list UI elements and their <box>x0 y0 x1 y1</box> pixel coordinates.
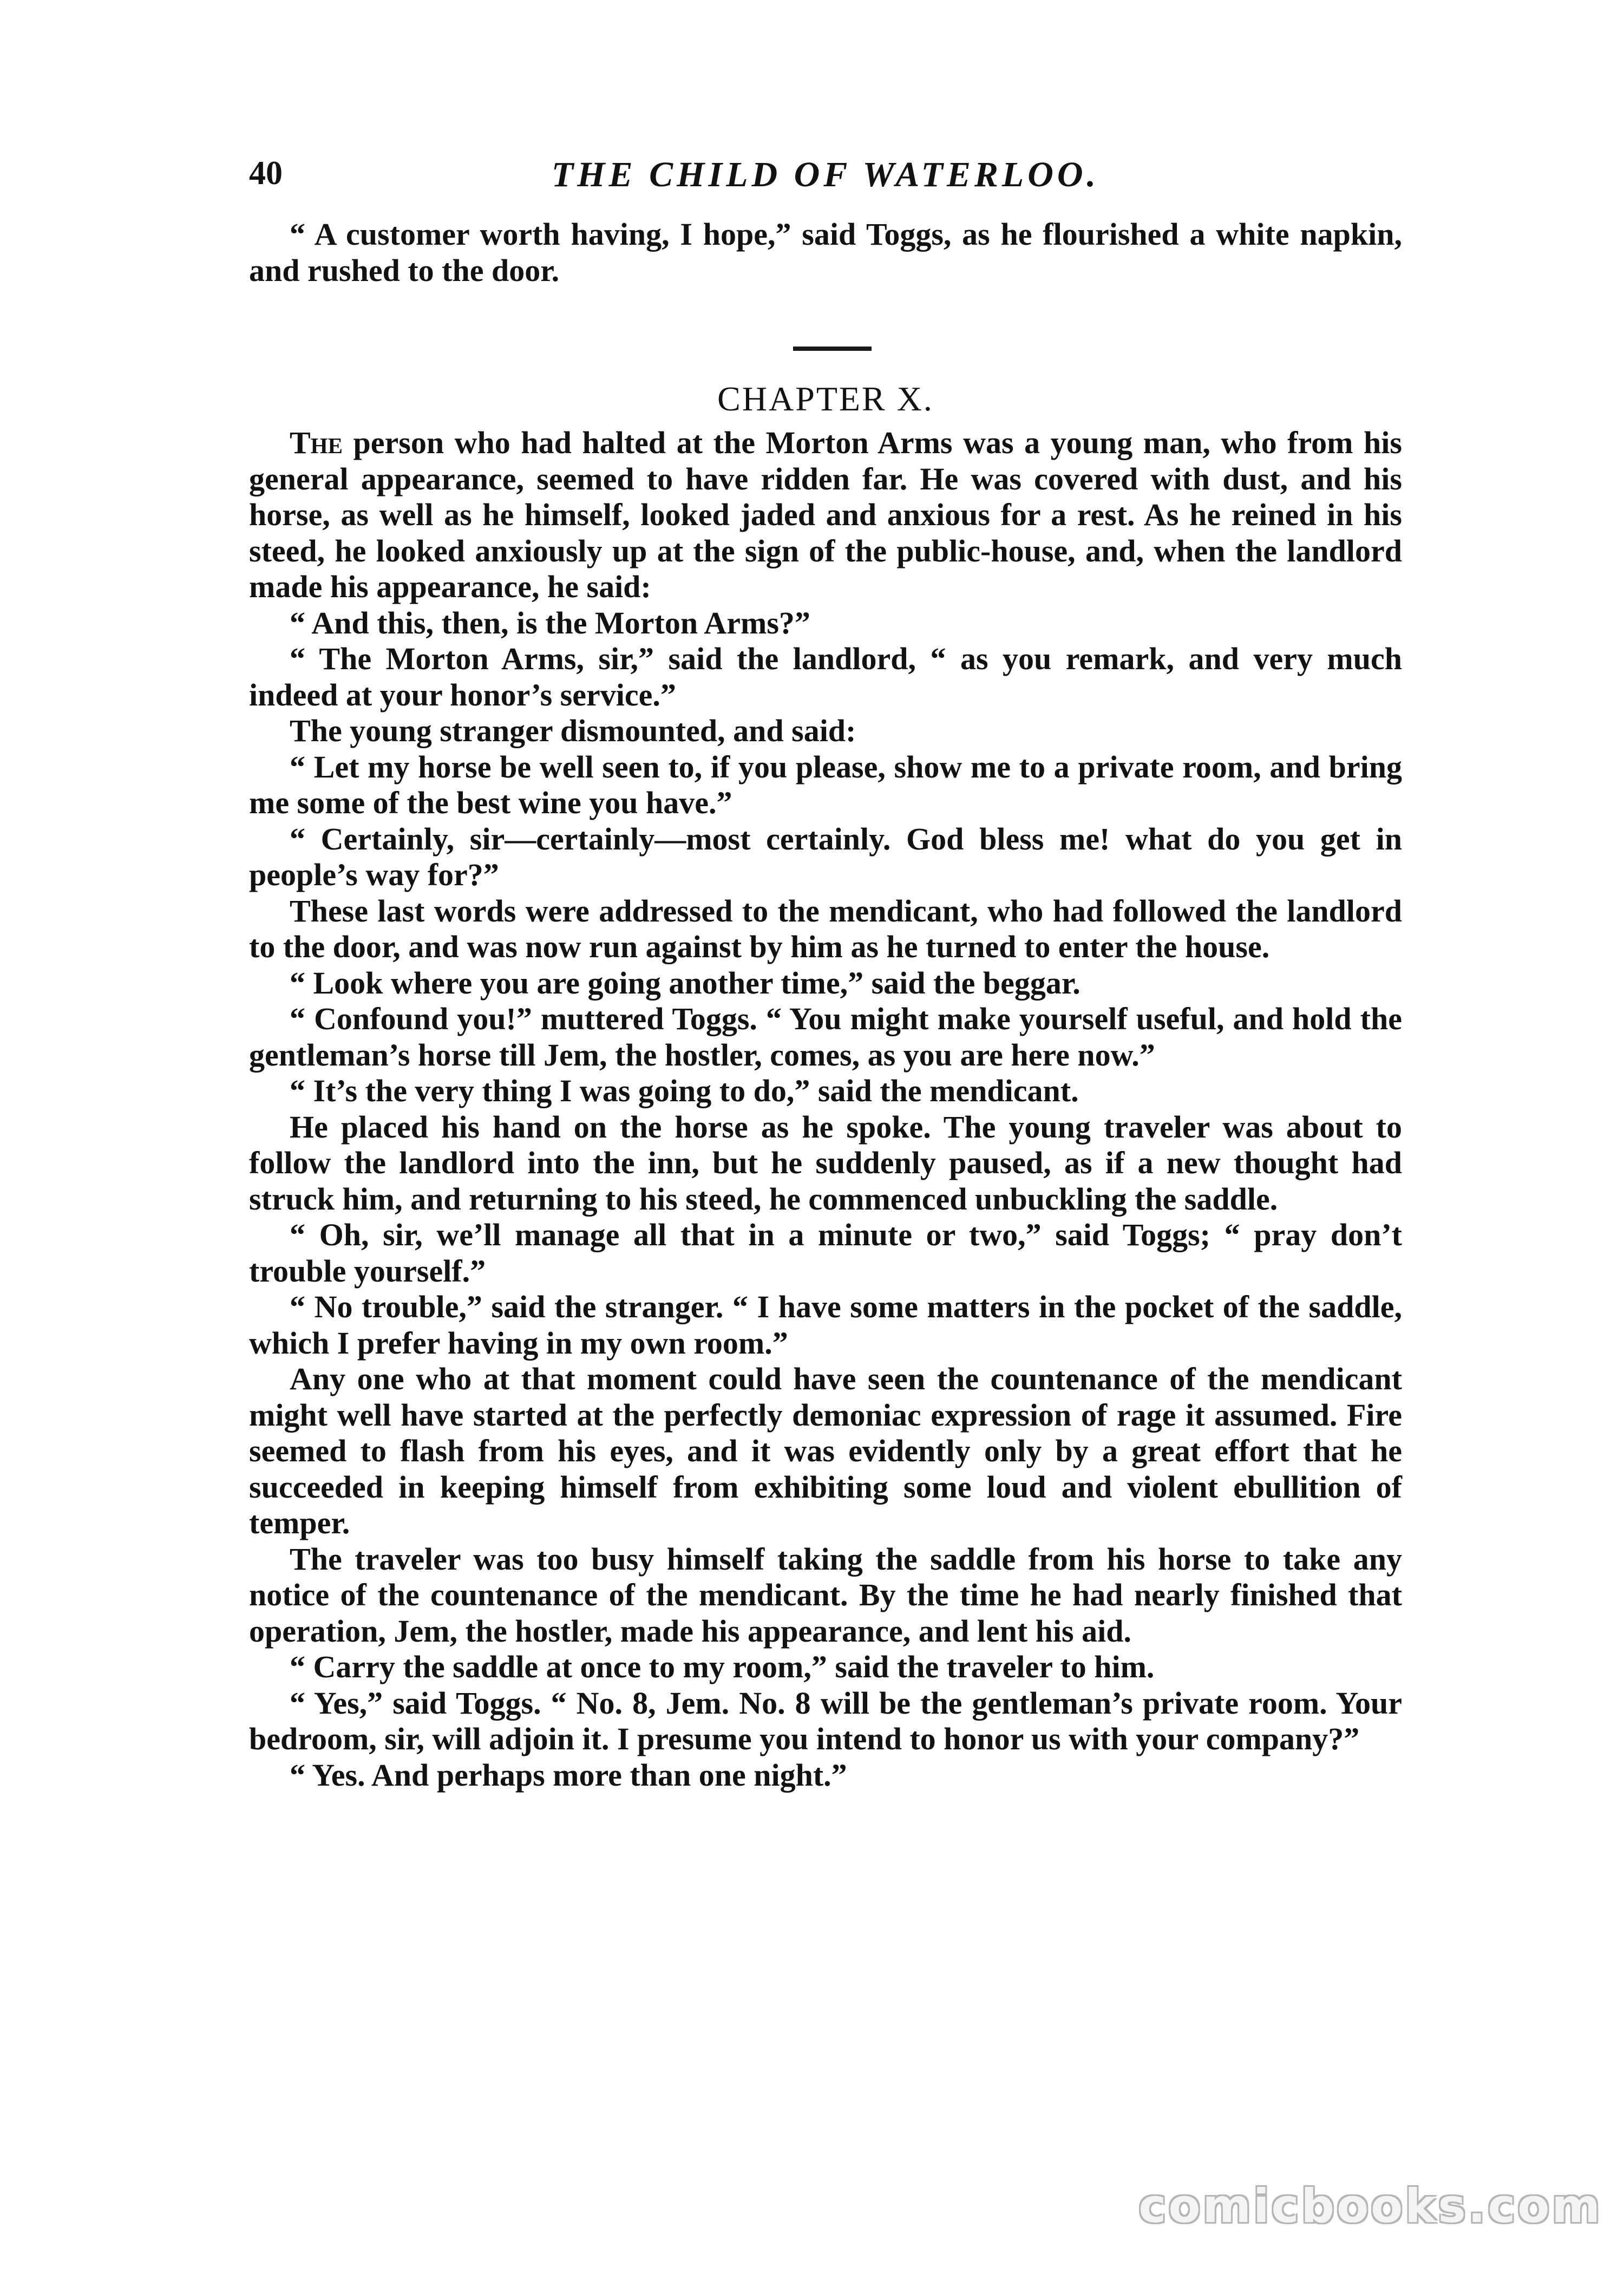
paragraph: “ Carry the saddle at once to my room,” said the traveler to him. <box>290 1649 1155 1684</box>
intro-paragraph-block <box>249 217 1402 289</box>
paragraph: “ Certainly, sir—certainly—most certainly. God bless me! what do you get in people’s way for?” <box>249 821 1402 892</box>
paragraph: “ It’s the very thing I was going to do,” said the mendicant. <box>290 1073 1079 1108</box>
paragraph: “ No trouble,” said the stranger. “ I have some matters in the pocket of the saddle, which I prefer having in my own room.” <box>249 1289 1402 1361</box>
chapter-heading: CHAPTER X. <box>717 380 934 418</box>
chapter-opening-word: The <box>290 425 343 460</box>
book-page <box>249 0 1402 2274</box>
paragraph: “ Confound you!” muttered Toggs. “ You might make yourself useful, and hold the gentleman’s horse till Jem, the hostler, comes, as you are here now.” <box>249 1001 1402 1073</box>
chapter-body <box>249 425 1402 1793</box>
paragraph: These last words were addressed to the mendicant, who had followed the landlord to the door, and was now run against by him as he turned to enter the house. <box>249 893 1402 964</box>
paragraph: “ Look where you are going another time,” said the beggar. <box>290 965 1081 1001</box>
paragraph: He placed his hand on the horse as he spoke. The young traveler was about to follow the landlord into the inn, but he suddenly paused, as if a new thought had struck him, and returning to his steed, he commenced unbuckling the saddle. <box>249 1109 1402 1217</box>
running-title: THE CHILD OF WATERLOO. <box>551 155 1100 194</box>
paragraph: The traveler was too busy himself taking the saddle from his horse to take any notice of the countenance of the mendicant. By the time he had nearly finished that operation, Jem, the hostler, made his appearance, and lent his aid. <box>249 1541 1402 1649</box>
page-number: 40 <box>249 155 283 192</box>
site-watermark: comicbooks.com <box>1138 2179 1602 2233</box>
paragraph: “ Yes. And perhaps more than one night.” <box>290 1757 847 1793</box>
chapter-opening-paragraph <box>249 425 1402 605</box>
paragraph: Any one who at that moment could have seen the countenance of the mendicant might well have started at the perfectly demoniac expression of rage it assumed. Fire seemed to flash from his eyes, and it was evidently only by a great effort that he succeeded in keeping himself from exhibiting some loud and violent ebullition of temper. <box>249 1361 1402 1540</box>
paragraph: “ The Morton Arms, sir,” said the landlord, “ as you remark, and very much indeed at your honor’s service.” <box>249 641 1402 713</box>
section-divider <box>793 347 872 351</box>
chapter-opening-text: person who had halted at the Morton Arms was a young man, who from his general appearance, seemed to have ridden far. He was covered with dust, and his horse, as well as he himself, looked jaded and anxious for a rest. As he reined in his steed, he looked anxiously up at the sign of the public-house, and, when the landlord made his appearance, he said: <box>249 425 1402 604</box>
paragraph: The young stranger dismounted, and said: <box>290 713 856 748</box>
paragraph: “ Oh, sir, we’ll manage all that in a minute or two,” said Toggs; “ pray don’t trouble yourself.” <box>249 1217 1402 1289</box>
paragraph: “ Yes,” said Toggs. “ No. 8, Jem. No. 8 will be the gentleman’s private room. Your bedroom, sir, will adjoin it. I presume you intend to honor us with your company?” <box>249 1685 1402 1756</box>
paragraph: “ And this, then, is the Morton Arms?” <box>290 605 810 641</box>
page-header <box>249 154 1402 198</box>
intro-paragraph: “ A customer worth having, I hope,” said Toggs, as he flourished a white napkin, and rushed to the door. <box>249 217 1402 288</box>
paragraph: “ Let my horse be well seen to, if you please, show me to a private room, and bring me some of the best wine you have.” <box>249 749 1402 820</box>
